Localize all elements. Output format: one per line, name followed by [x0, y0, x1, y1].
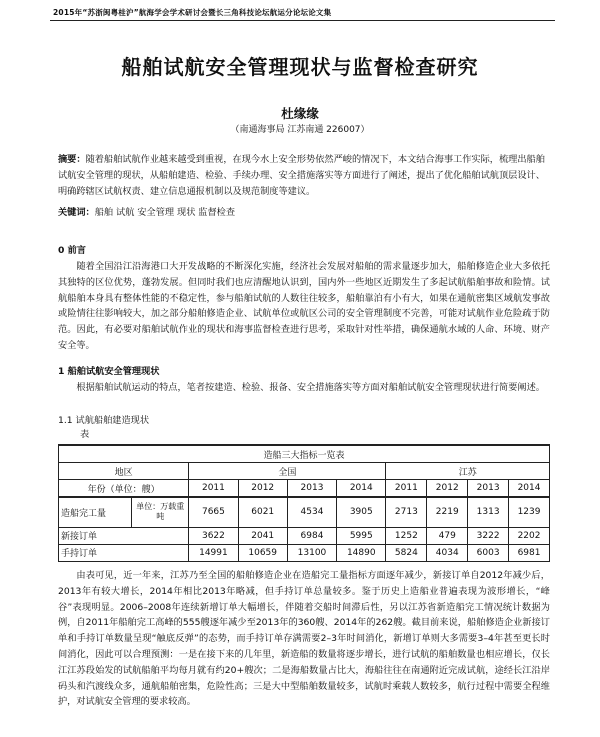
- analysis-paragraph: 由表可见，近一年来，江苏乃至全国的船舶修造企业在造船完工量指标方面逐年减少，新接订单自2012年减少后，2013年有较大增长，2014年相比2013年略减，但手持订单总量较多。鉴于历史上造船业普遍表现为波形增长，“峰谷”表现明显。2006–2008年连续新增订单大幅增长，伴随着交船时间滞后性，另以江苏省新造船完工情况统计数据为例，自2011年船舶完工高峰的555艘逐年减少至2013年的360艘、2014年的262艘。截目前来说，船舶修造企业新接订单和手持订单数量呈现“触底反弹”的态势，而手持订单存满需要2–3年时间消化，新增订单则大多需要3–4年甚至更长时间消化，因此可以合理预测：一是在接下来的几年里，新造船的数量将逐步增长，进行试航的船舶数量也相应增长，仅长江江苏段始发的试航船舶平均每月就有约20+艘次；二是海船数量占比大，海船往往在南通附近完成试航，途经长江沿岸码头和汽渡线众多，通航船舶密集，危险性高；三是大中型船舶数量较多，试航时乘载人数较多，航行过程中需要全程维护，对试航安全管理的要求较高。: [58, 570, 550, 708]
- table-cell: 6003: [468, 544, 509, 561]
- section-heading-intro: 0 前言: [58, 245, 86, 256]
- paper-title: 船舶试航安全管理现状与监督检查研究: [121, 55, 479, 79]
- table-row-label: 造船完工量: [59, 497, 132, 527]
- table-cell: 10659: [238, 544, 287, 561]
- table-cell: 1313: [468, 497, 509, 527]
- table-cell: 14890: [337, 544, 386, 561]
- table-group-national: 全国: [189, 463, 386, 480]
- table-cell: 4534: [287, 497, 336, 527]
- table-group-jiangsu: 江苏: [386, 463, 550, 480]
- keywords: [58, 205, 546, 221]
- table-region-header: 地区: [59, 463, 189, 480]
- author-name: 杜缘缘: [281, 106, 319, 121]
- table-cell: 5995: [337, 527, 386, 544]
- section-heading-1: 1 船舶试航安全管理现状: [58, 366, 160, 377]
- table-caption: 造船三大指标一览表: [59, 445, 550, 463]
- table-row-unit: 单位：万载重吨: [132, 497, 189, 527]
- table-year: 2013: [468, 480, 509, 498]
- table-cell: 3905: [337, 497, 386, 527]
- table-year-unit: 年份（单位：艘）: [59, 480, 189, 498]
- table-cell: 6984: [287, 527, 336, 544]
- table-year: 2012: [427, 480, 468, 498]
- table-cell: 3222: [468, 527, 509, 544]
- table-cell: 1239: [509, 497, 550, 527]
- intro-paragraph: 随着全国沿江沿海港口大开发战略的不断深化实施，经济社会发展对船舶的需求量逐步加大，船舶修造企业大多依托其独特的区位优势，蓬勃发展。但同时我们也应清醒地认识到，国内外一些地区近期发生了多起试航船舶事故和险情。试航船舶本身具有整体性能的不稳定性，参与船舶试航的人数往往较多，船舶靠泊有小有大，如果在通航密集区域航发事故或险情往往影响较大，加之部分船舶修造企业、试航单位或航区公司的安全管理制度不完善，可能对试航作业危险疏于防范。因此，有必要对船舶试航作业的现状和海事监督检查进行思考，采取针对性举措，确保通航水域的人命、环境、财产安全等。: [58, 261, 550, 351]
- table-row-label: 新接订单: [59, 527, 189, 544]
- table-year: 2011: [386, 480, 427, 498]
- table-year: 2013: [287, 480, 336, 498]
- keywords-label: 关键词：: [58, 207, 95, 218]
- shipbuilding-indicators-table: [58, 444, 550, 562]
- table-row-label: 手持订单: [59, 544, 189, 561]
- table-year: 2014: [337, 480, 386, 498]
- abstract-text: 随着船舶试航作业越来越受到重视，在现今水上安全形势依然严峻的情况下，本文结合海事工作实际，梳理出船舶试航安全管理的现状，从船舶建造、检验、手续办理、安全措施落实等方面进行了阐述，提出了优化船舶试航顶层设计、明确跨辖区试航权责、建立信息通报机制以及规范制度等建议。: [58, 154, 545, 197]
- table-cell: 6021: [238, 497, 287, 527]
- subsection-heading-1-1: 1.1 试航船舶建造现状: [58, 415, 150, 426]
- running-head: 2015年“苏浙闽粤桂沪”航海学会学术研讨会暨长三角科技论坛航运分论坛论文集: [53, 8, 332, 17]
- table-cell: 2041: [238, 527, 287, 544]
- table-cell: 2713: [386, 497, 427, 527]
- table-cell: 7665: [189, 497, 238, 527]
- author-affiliation: （南通海事局 江苏南通 226007）: [230, 125, 370, 135]
- table-cell: 479: [427, 527, 468, 544]
- table-cell: 2219: [427, 497, 468, 527]
- table-cell: 1252: [386, 527, 427, 544]
- table-cell: 14991: [189, 544, 238, 561]
- abstract-label: 摘要：: [58, 154, 86, 165]
- section-1-paragraph: 根据船舶试航运动的特点，笔者按建造、检验、报备、安全措施落实等方面对船舶试航安全管理现状进行简要阐述。: [76, 382, 545, 393]
- abstract: [58, 152, 546, 200]
- keywords-text: 船舶 试航 安全管理 现状 监督检查: [94, 207, 236, 218]
- table-year: 2012: [238, 480, 287, 498]
- table-year: 2014: [509, 480, 550, 498]
- table-year: 2011: [189, 480, 238, 498]
- table-cell: 13100: [287, 544, 336, 561]
- table-cell: 2202: [509, 527, 550, 544]
- table-cell: 3622: [189, 527, 238, 544]
- header-rule: [50, 20, 555, 21]
- table-cell: 5824: [386, 544, 427, 561]
- table-cell: 6981: [509, 544, 550, 561]
- table-label: 表: [80, 429, 90, 440]
- table-cell: 4034: [427, 544, 468, 561]
